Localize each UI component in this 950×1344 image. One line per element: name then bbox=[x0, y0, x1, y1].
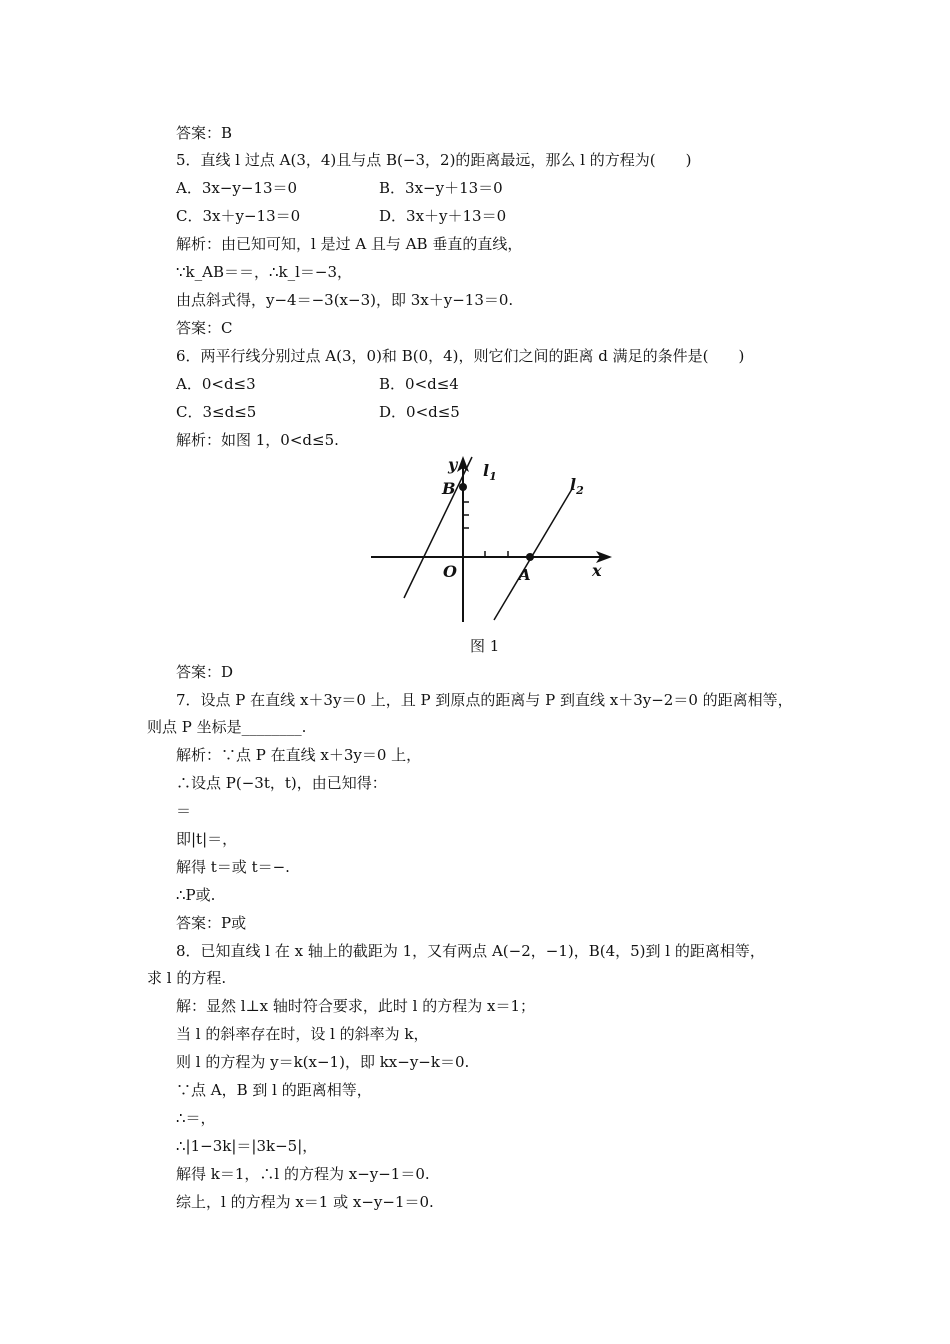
label-b: B bbox=[442, 479, 456, 498]
q6-option-a: A．0<d≤3 bbox=[176, 375, 256, 393]
q6-option-b: B．0<d≤4 bbox=[379, 375, 459, 393]
point-b bbox=[459, 483, 467, 491]
question-7-line-2: 则点 P 坐标是________. bbox=[147, 718, 307, 736]
question-8-line-1: 8．已知直线 l 在 x 轴上的截距为 1，又有两点 A(−2，−1)，B(4，5)到 l 的距离相等， bbox=[176, 942, 765, 960]
q5-option-a: A．3x−y−13＝0 bbox=[176, 179, 298, 197]
label-l2: $l_2$ bbox=[570, 475, 584, 497]
answer-7: 答案：P或 bbox=[176, 914, 247, 932]
label-y: y bbox=[448, 455, 458, 474]
answer-4: 答案：B bbox=[176, 124, 233, 142]
point-a bbox=[526, 553, 534, 561]
q8-solution-6: ∴|1−3k|＝|3k−5|， bbox=[176, 1137, 318, 1155]
q7-solution-2: ∴设点 P(−3t，t)，由已知得： bbox=[176, 774, 387, 792]
label-a: A bbox=[519, 566, 531, 584]
label-x: x bbox=[592, 561, 602, 580]
q6-option-c: C．3≤d≤5 bbox=[176, 403, 257, 421]
label-l1-sub: 1 bbox=[489, 470, 497, 483]
q5-option-c: C．3x＋y−13＝0 bbox=[176, 207, 301, 225]
q7-solution-6: ∴P或. bbox=[176, 886, 216, 904]
q8-solution-3: 则 l 的方程为 y＝k(x−1)，即 kx−y−k＝0. bbox=[176, 1053, 470, 1071]
question-6: 6．两平行线分别过点 A(3，0)和 B(0，4)，则它们之间的距离 d 满足的条件是( ) bbox=[176, 347, 745, 365]
q7-solution-1: 解析：∵点 P 在直线 x＋3y＝0 上， bbox=[176, 746, 422, 764]
q8-solution-7: 解得 k＝1，∴l 的方程为 x−y−1＝0. bbox=[176, 1165, 430, 1183]
q8-solution-2: 当 l 的斜率存在时，设 l 的斜率为 k， bbox=[176, 1025, 429, 1043]
answer-6: 答案：D bbox=[176, 663, 234, 681]
figure-caption: 图 1 bbox=[470, 637, 500, 655]
q5-option-d: D．3x＋y＋13＝0 bbox=[379, 207, 507, 225]
q5-solution-3: 由点斜式得，y−4＝−3(x−3)，即 3x＋y−13＝0. bbox=[176, 291, 514, 309]
q5-solution-2: ∵k_AB＝＝，∴k_l＝−3， bbox=[176, 263, 353, 281]
q5-solution-1: 解析：由已知可知，l 是过 A 且与 AB 垂直的直线， bbox=[176, 235, 523, 253]
question-5: 5．直线 l 过点 A(3，4)且与点 B(−3，2)的距离最远，那么 l 的方程为( ) bbox=[176, 151, 692, 169]
q7-solution-3: ＝ bbox=[176, 802, 192, 820]
figure-parallel-lines bbox=[368, 452, 618, 622]
q8-solution-5: ∴＝， bbox=[176, 1109, 216, 1127]
line-l1 bbox=[404, 457, 472, 598]
q6-option-d: D．0<d≤5 bbox=[379, 403, 460, 421]
q8-solution-4: ∵点 A，B 到 l 的距离相等， bbox=[176, 1081, 372, 1099]
question-8-line-2: 求 l 的方程. bbox=[147, 969, 227, 987]
q7-solution-4: 即|t|＝， bbox=[176, 830, 238, 848]
q7-solution-5: 解得 t＝或 t＝−. bbox=[176, 858, 290, 876]
q5-option-b: B．3x−y＋13＝0 bbox=[379, 179, 503, 197]
q8-solution-8: 综上，l 的方程为 x＝1 或 x−y−1＝0. bbox=[176, 1193, 434, 1211]
answer-5: 答案：C bbox=[176, 319, 233, 337]
label-l1: $l_1$ bbox=[483, 461, 497, 483]
label-o: O bbox=[443, 562, 457, 581]
q8-solution-1: 解：显然 l⊥x 轴时符合要求，此时 l 的方程为 x＝1； bbox=[176, 997, 536, 1015]
label-l2-sub: 2 bbox=[576, 484, 584, 497]
q6-solution: 解析：如图 1，0<d≤5. bbox=[176, 431, 339, 449]
question-7-line-1: 7．设点 P 在直线 x＋3y＝0 上，且 P 到原点的距离与 P 到直线 x＋3y−2＝0 的距离相等， bbox=[176, 691, 793, 709]
